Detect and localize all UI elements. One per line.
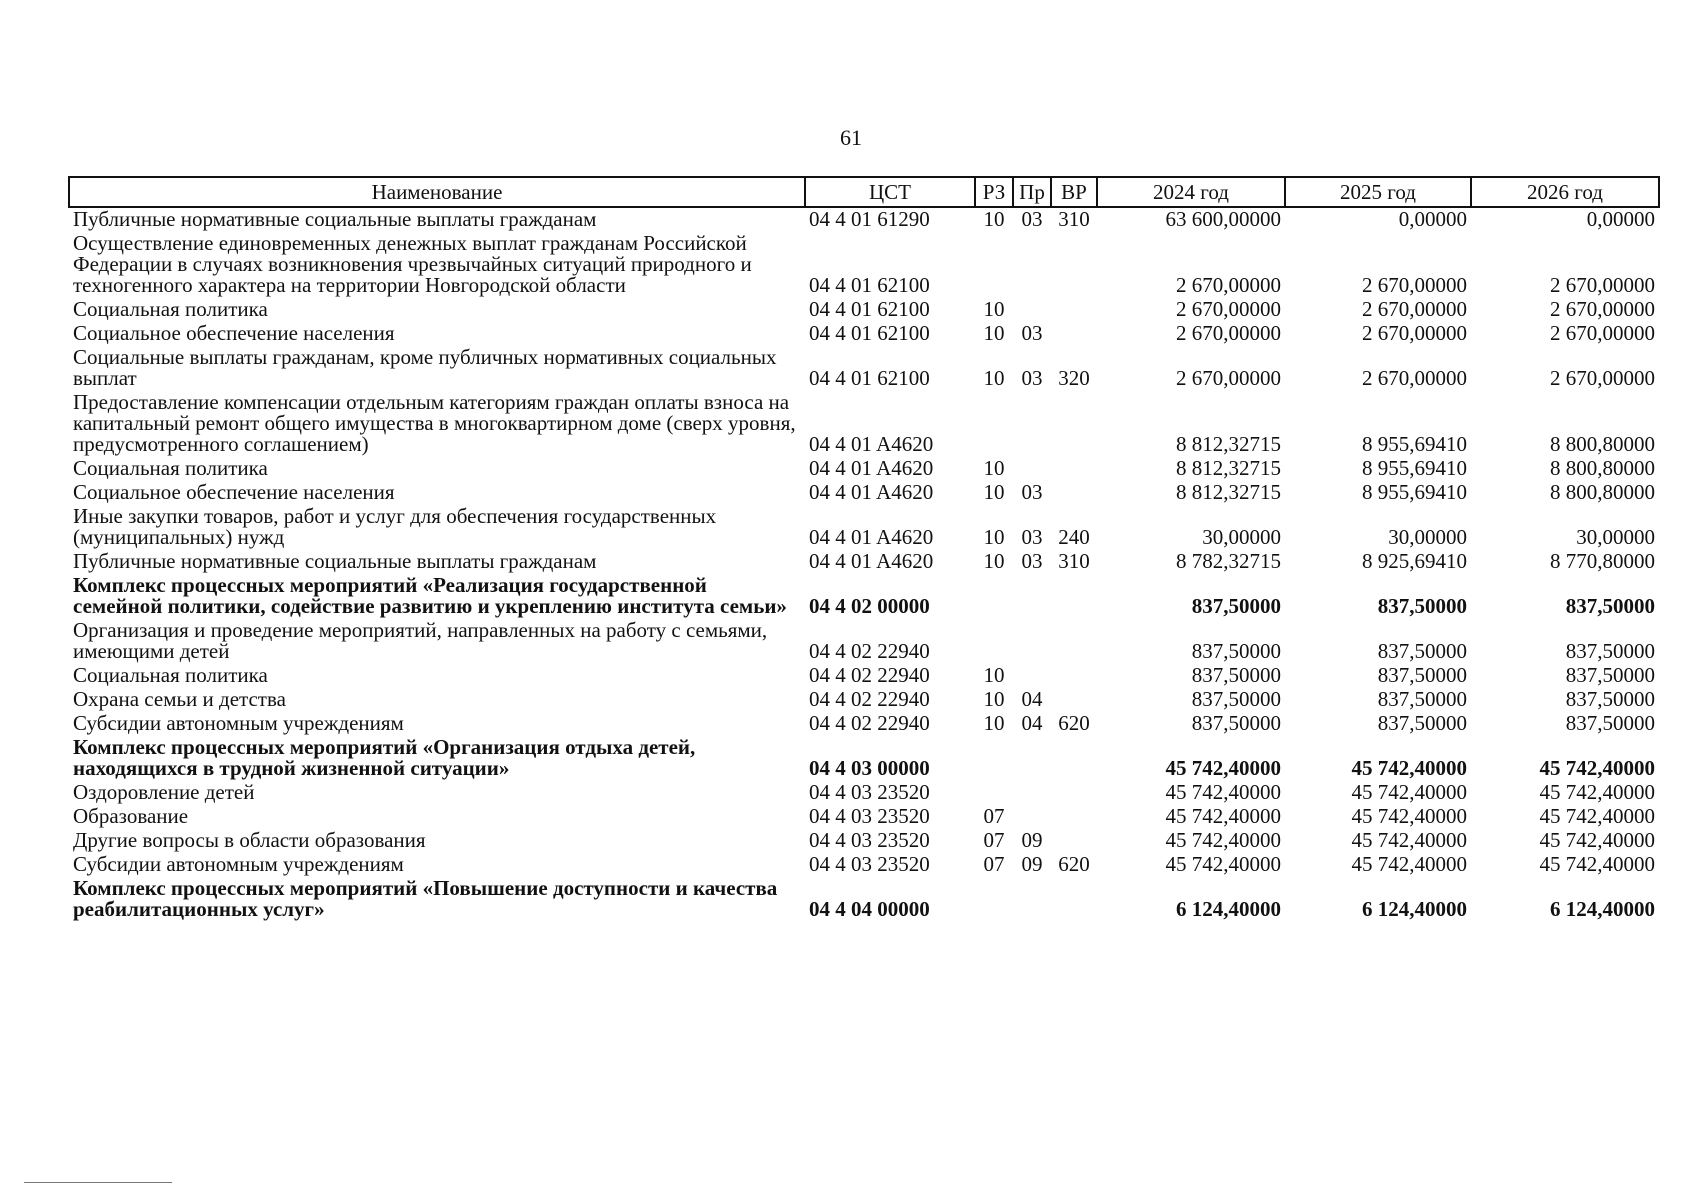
row-rz: 10	[983, 297, 1005, 321]
row-name: Организация и проведение мероприятий, направленных на работу с семьями, имеющими детей	[73, 618, 768, 663]
table-row	[69, 688, 1659, 712]
row-value-2026: 30,00000	[1576, 525, 1655, 549]
table-row	[69, 877, 1659, 922]
row-rz: 07	[983, 852, 1005, 876]
row-vr	[1051, 298, 1097, 322]
row-value-2026: 45 742,40000	[1539, 804, 1655, 828]
row-value-2025: 837,50000	[1377, 639, 1467, 663]
row-vr	[1051, 877, 1097, 922]
row-rz	[975, 736, 1013, 781]
row-name: Социальная политика	[73, 297, 268, 321]
row-name: Публичные нормативные социальные выплаты гражданам	[73, 207, 597, 231]
row-value-2024: 8 812,32715	[1176, 432, 1281, 456]
row-cst: 04 4 03 23520	[809, 828, 930, 852]
row-value-2026: 45 742,40000	[1539, 756, 1655, 780]
row-value-2025: 837,50000	[1377, 594, 1467, 618]
table-row	[69, 829, 1659, 853]
row-value-2024: 837,50000	[1191, 687, 1281, 711]
row-value-2026: 0,00000	[1586, 207, 1655, 231]
table-header	[69, 177, 1659, 207]
row-value-2026: 8 800,80000	[1550, 456, 1655, 480]
row-pr	[1013, 457, 1051, 481]
row-rz	[975, 619, 1013, 664]
row-pr	[1013, 877, 1051, 922]
row-pr	[1013, 232, 1051, 298]
table-row	[69, 391, 1659, 457]
row-pr	[1013, 298, 1051, 322]
row-value-2026: 2 670,00000	[1550, 321, 1655, 345]
table-row	[69, 322, 1659, 346]
row-vr	[1051, 829, 1097, 853]
row-name: Субсидии автономным учреждениям	[73, 711, 404, 735]
row-value-2026: 45 742,40000	[1539, 780, 1655, 804]
table-row	[69, 505, 1659, 550]
row-rz: 10	[983, 207, 1005, 231]
row-name: Образование	[73, 804, 189, 828]
row-name: Социальная политика	[73, 456, 268, 480]
row-vr	[1051, 481, 1097, 505]
table-row	[69, 232, 1659, 298]
row-rz	[975, 781, 1013, 805]
row-value-2024: 837,50000	[1191, 711, 1281, 735]
row-cst: 04 4 01 62100	[809, 321, 930, 345]
row-value-2026: 45 742,40000	[1539, 852, 1655, 876]
header-vr: ВР	[1051, 177, 1097, 207]
header-2024: 2024 год	[1097, 177, 1285, 207]
row-pr	[1013, 781, 1051, 805]
table-row	[69, 664, 1659, 688]
row-value-2024: 2 670,00000	[1176, 366, 1281, 390]
table-row	[69, 619, 1659, 664]
header-rz: РЗ	[975, 177, 1013, 207]
row-name: Оздоровление детей	[73, 780, 255, 804]
row-rz: 10	[983, 687, 1005, 711]
row-cst: 04 4 01 61290	[809, 207, 930, 231]
row-value-2024: 2 670,00000	[1176, 297, 1281, 321]
row-cst: 04 4 02 00000	[809, 594, 930, 618]
row-vr: 620	[1058, 711, 1090, 735]
row-value-2025: 30,00000	[1388, 525, 1467, 549]
row-vr	[1051, 574, 1097, 619]
row-cst: 04 4 01 A4620	[809, 480, 934, 504]
row-value-2026: 8 770,80000	[1550, 549, 1655, 573]
row-rz	[975, 574, 1013, 619]
row-value-2025: 45 742,40000	[1351, 756, 1467, 780]
row-value-2024: 45 742,40000	[1165, 804, 1281, 828]
row-value-2025: 837,50000	[1377, 711, 1467, 735]
row-name: Предоставление компенсации отдельным категориям граждан оплаты взноса на капитальный ремонт общего имущества в многоквартирном доме (сверх уровня, предусмотренного соглашением)	[73, 390, 796, 456]
row-pr: 03	[1021, 480, 1043, 504]
row-value-2025: 8 955,69410	[1362, 456, 1467, 480]
row-rz: 10	[983, 480, 1005, 504]
row-value-2024: 30,00000	[1202, 525, 1281, 549]
row-cst: 04 4 01 62100	[809, 366, 930, 390]
row-pr: 04	[1021, 687, 1043, 711]
row-cst: 04 4 01 A4620	[809, 432, 934, 456]
row-name: Другие вопросы в области образования	[73, 828, 426, 852]
row-rz: 07	[983, 828, 1005, 852]
row-pr	[1013, 805, 1051, 829]
row-name: Осуществление единовременных денежных выплат гражданам Российской Федерации в случаях возникновения чрезвычайных ситуаций природного и техногенного характера на территории Новгородской области	[73, 231, 752, 297]
row-vr	[1051, 322, 1097, 346]
row-cst: 04 4 02 22940	[809, 663, 930, 687]
row-rz	[975, 877, 1013, 922]
row-value-2025: 2 670,00000	[1362, 366, 1467, 390]
row-rz: 10	[983, 321, 1005, 345]
row-value-2025: 0,00000	[1398, 207, 1467, 231]
row-vr: 320	[1058, 366, 1090, 390]
row-name: Субсидии автономным учреждениям	[73, 852, 404, 876]
row-vr	[1051, 232, 1097, 298]
row-name: Социальное обеспечение населения	[73, 480, 395, 504]
table-row	[69, 853, 1659, 877]
row-name: Комплекс процессных мероприятий «Повышение доступности и качества реабилитационных услуг»	[73, 876, 778, 921]
footer-rule	[24, 1182, 172, 1183]
row-rz: 10	[983, 456, 1005, 480]
row-pr: 03	[1021, 321, 1043, 345]
row-pr: 03	[1021, 549, 1043, 573]
row-cst: 04 4 02 22940	[809, 639, 930, 663]
row-pr: 09	[1021, 852, 1043, 876]
table-row	[69, 712, 1659, 736]
row-value-2026: 45 742,40000	[1539, 828, 1655, 852]
row-pr	[1013, 619, 1051, 664]
row-value-2026: 2 670,00000	[1550, 297, 1655, 321]
row-name: Комплекс процессных мероприятий «Организация отдыха детей, находящихся в трудной жизненной ситуации»	[73, 735, 696, 780]
row-pr: 03	[1021, 366, 1043, 390]
row-value-2024: 2 670,00000	[1176, 321, 1281, 345]
row-cst: 04 4 03 23520	[809, 804, 930, 828]
row-value-2024: 8 812,32715	[1176, 480, 1281, 504]
row-vr	[1051, 664, 1097, 688]
row-name: Охрана семьи и детства	[73, 687, 286, 711]
row-rz	[975, 232, 1013, 298]
table-row	[69, 805, 1659, 829]
row-pr	[1013, 736, 1051, 781]
row-value-2026: 8 800,80000	[1550, 432, 1655, 456]
row-vr: 310	[1058, 207, 1090, 231]
table-row	[69, 781, 1659, 805]
row-rz: 07	[983, 804, 1005, 828]
row-value-2024: 8 812,32715	[1176, 456, 1281, 480]
row-name: Публичные нормативные социальные выплаты гражданам	[73, 549, 597, 573]
row-value-2025: 6 124,40000	[1362, 897, 1467, 921]
row-rz: 10	[983, 525, 1005, 549]
table-body	[69, 207, 1659, 922]
row-name: Комплекс процессных мероприятий «Реализация государственной семейной политики, содействие развитию и укреплению института семьи»	[73, 573, 787, 618]
row-vr	[1051, 805, 1097, 829]
row-rz	[975, 391, 1013, 457]
row-cst: 04 4 01 A4620	[809, 456, 934, 480]
header-2025: 2025 год	[1285, 177, 1471, 207]
table-row	[69, 346, 1659, 391]
table-row	[69, 298, 1659, 322]
header-2026: 2026 год	[1471, 177, 1659, 207]
row-cst: 04 4 03 23520	[809, 852, 930, 876]
row-pr: 03	[1021, 525, 1043, 549]
row-value-2026: 837,50000	[1565, 594, 1655, 618]
row-name: Иные закупки товаров, работ и услуг для обеспечения государственных (муниципальных) нужд	[73, 504, 717, 549]
row-pr: 03	[1021, 207, 1043, 231]
row-value-2024: 45 742,40000	[1165, 828, 1281, 852]
row-vr	[1051, 457, 1097, 481]
row-pr: 09	[1021, 828, 1043, 852]
row-value-2024: 45 742,40000	[1165, 780, 1281, 804]
row-value-2026: 2 670,00000	[1550, 366, 1655, 390]
row-value-2025: 8 925,69410	[1362, 549, 1467, 573]
row-value-2025: 8 955,69410	[1362, 432, 1467, 456]
table-row	[69, 481, 1659, 505]
row-name: Социальные выплаты гражданам, кроме публичных нормативных социальных выплат	[73, 345, 777, 390]
row-cst: 04 4 01 62100	[809, 273, 930, 297]
row-cst: 04 4 02 22940	[809, 687, 930, 711]
row-value-2026: 8 800,80000	[1550, 480, 1655, 504]
table-row	[69, 550, 1659, 574]
row-value-2025: 45 742,40000	[1351, 828, 1467, 852]
row-vr	[1051, 619, 1097, 664]
row-cst: 04 4 03 00000	[809, 756, 930, 780]
row-pr	[1013, 391, 1051, 457]
row-cst: 04 4 03 23520	[809, 780, 930, 804]
row-value-2025: 45 742,40000	[1351, 780, 1467, 804]
header-cst: ЦСТ	[805, 177, 975, 207]
row-value-2026: 837,50000	[1565, 639, 1655, 663]
row-vr	[1051, 391, 1097, 457]
row-vr	[1051, 736, 1097, 781]
row-value-2026: 837,50000	[1565, 687, 1655, 711]
row-value-2025: 45 742,40000	[1351, 852, 1467, 876]
row-value-2025: 837,50000	[1377, 687, 1467, 711]
row-value-2025: 2 670,00000	[1362, 321, 1467, 345]
row-value-2025: 8 955,69410	[1362, 480, 1467, 504]
row-value-2024: 63 600,00000	[1165, 207, 1281, 231]
row-value-2026: 2 670,00000	[1550, 273, 1655, 297]
header-name: Наименование	[69, 177, 805, 207]
row-name: Социальное обеспечение населения	[73, 321, 395, 345]
row-value-2026: 6 124,40000	[1550, 897, 1655, 921]
row-value-2025: 837,50000	[1377, 663, 1467, 687]
row-cst: 04 4 01 62100	[809, 297, 930, 321]
row-cst: 04 4 02 22940	[809, 711, 930, 735]
row-value-2024: 837,50000	[1191, 594, 1281, 618]
row-value-2024: 837,50000	[1191, 639, 1281, 663]
table-row	[69, 457, 1659, 481]
row-value-2024: 45 742,40000	[1165, 756, 1281, 780]
row-vr: 240	[1058, 525, 1090, 549]
row-value-2024: 6 124,40000	[1176, 897, 1281, 921]
row-pr: 04	[1021, 711, 1043, 735]
row-rz: 10	[983, 366, 1005, 390]
row-value-2024: 837,50000	[1191, 663, 1281, 687]
row-vr: 310	[1058, 549, 1090, 573]
row-value-2025: 2 670,00000	[1362, 273, 1467, 297]
row-value-2026: 837,50000	[1565, 711, 1655, 735]
row-value-2024: 2 670,00000	[1176, 273, 1281, 297]
row-value-2026: 837,50000	[1565, 663, 1655, 687]
row-cst: 04 4 01 A4620	[809, 525, 934, 549]
table-row	[69, 207, 1659, 232]
row-name: Социальная политика	[73, 663, 268, 687]
row-value-2025: 45 742,40000	[1351, 804, 1467, 828]
table-row	[69, 574, 1659, 619]
row-cst: 04 4 01 A4620	[809, 549, 934, 573]
row-vr: 620	[1058, 852, 1090, 876]
page-number: 61	[840, 125, 862, 150]
table-row	[69, 736, 1659, 781]
row-pr	[1013, 574, 1051, 619]
row-value-2025: 2 670,00000	[1362, 297, 1467, 321]
row-rz: 10	[983, 549, 1005, 573]
row-rz: 10	[983, 663, 1005, 687]
row-pr	[1013, 664, 1051, 688]
row-vr	[1051, 781, 1097, 805]
row-rz: 10	[983, 711, 1005, 735]
row-vr	[1051, 688, 1097, 712]
row-cst: 04 4 04 00000	[809, 897, 930, 921]
row-value-2024: 45 742,40000	[1165, 852, 1281, 876]
row-value-2024: 8 782,32715	[1176, 549, 1281, 573]
header-pr: Пр	[1013, 177, 1051, 207]
budget-table	[68, 176, 1660, 922]
